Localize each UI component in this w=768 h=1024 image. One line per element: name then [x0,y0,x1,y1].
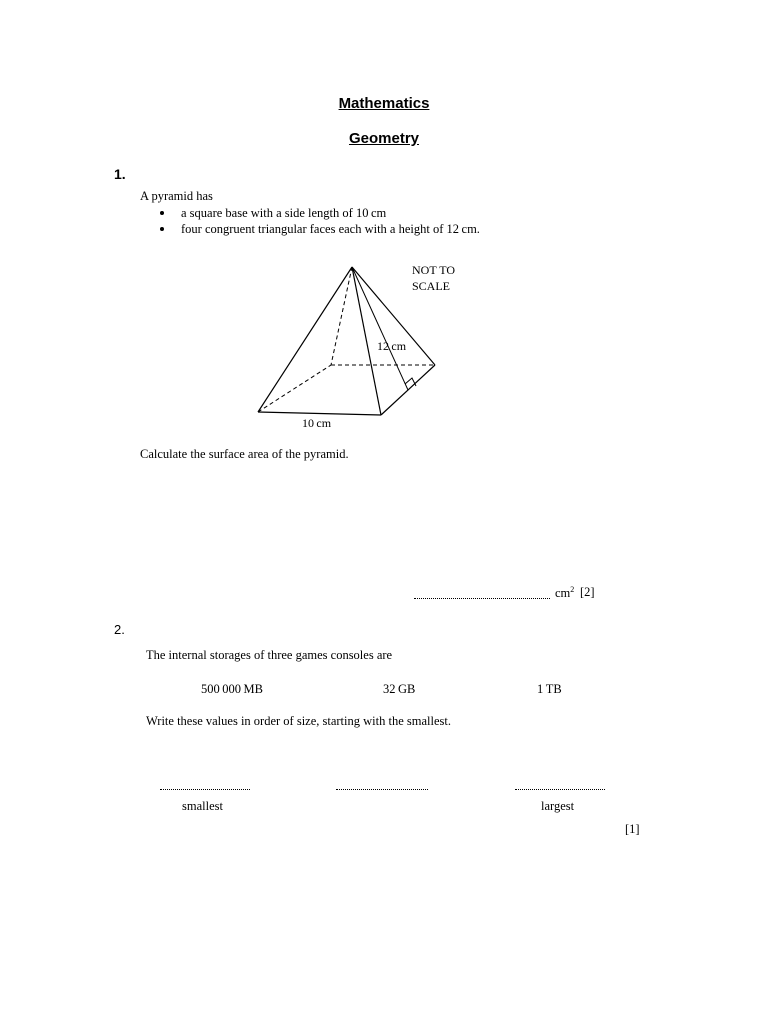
bullet-icon [160,227,164,231]
list-item [160,221,480,237]
unit-text: cm [555,586,571,601]
question-1-intro: A pyramid has [140,189,213,203]
page-title: Mathematics [338,95,430,112]
page-subtitle: Geometry [348,130,420,147]
largest-label: largest [541,799,575,813]
base-length-label: 10 cm [302,416,332,430]
slant-height-label: 12 cm [377,339,407,353]
storage-value-2: 32 GB [383,682,416,696]
base-back-left-edge [258,365,331,412]
storage-value-1: 500 000 MB [201,682,263,696]
unit-power: 2 [570,585,575,594]
bullet-icon [160,211,164,215]
question-1-marks: [2] [580,585,595,599]
answer-unit [555,585,574,601]
base-front-edge [258,412,381,415]
not-to-scale-label-2: SCALE [412,279,451,293]
question-1-instruction: Calculate the surface area of the pyramid. [140,447,349,461]
answer-line-largest[interactable] [515,789,605,790]
not-to-scale-label-1: NOT TO [412,263,456,277]
list-item [160,205,480,221]
question-2-intro: The internal storages of three games consoles are [146,648,393,662]
question-2-instruction: Write these values in order of size, starting with the smallest. [146,714,451,728]
answer-line-middle[interactable] [336,789,428,790]
question-2-marks: [1] [625,822,640,836]
lateral-edge-back [331,267,352,365]
question-2-number: 2. [114,622,125,637]
pyramid-diagram [240,255,480,440]
answer-line[interactable] [414,598,550,599]
question-1-number: 1. [114,166,126,182]
slant-height-line [352,267,408,390]
question-1-bullets [160,205,480,237]
bullet-text: four congruent triangular faces each with a height of 12 cm. [181,222,480,236]
answer-line-smallest[interactable] [160,789,250,790]
lateral-edge-left [258,267,352,412]
bullet-text: a square base with a side length of 10 cm [181,206,387,220]
storage-value-3: 1 TB [537,682,562,696]
smallest-label: smallest [182,799,223,813]
